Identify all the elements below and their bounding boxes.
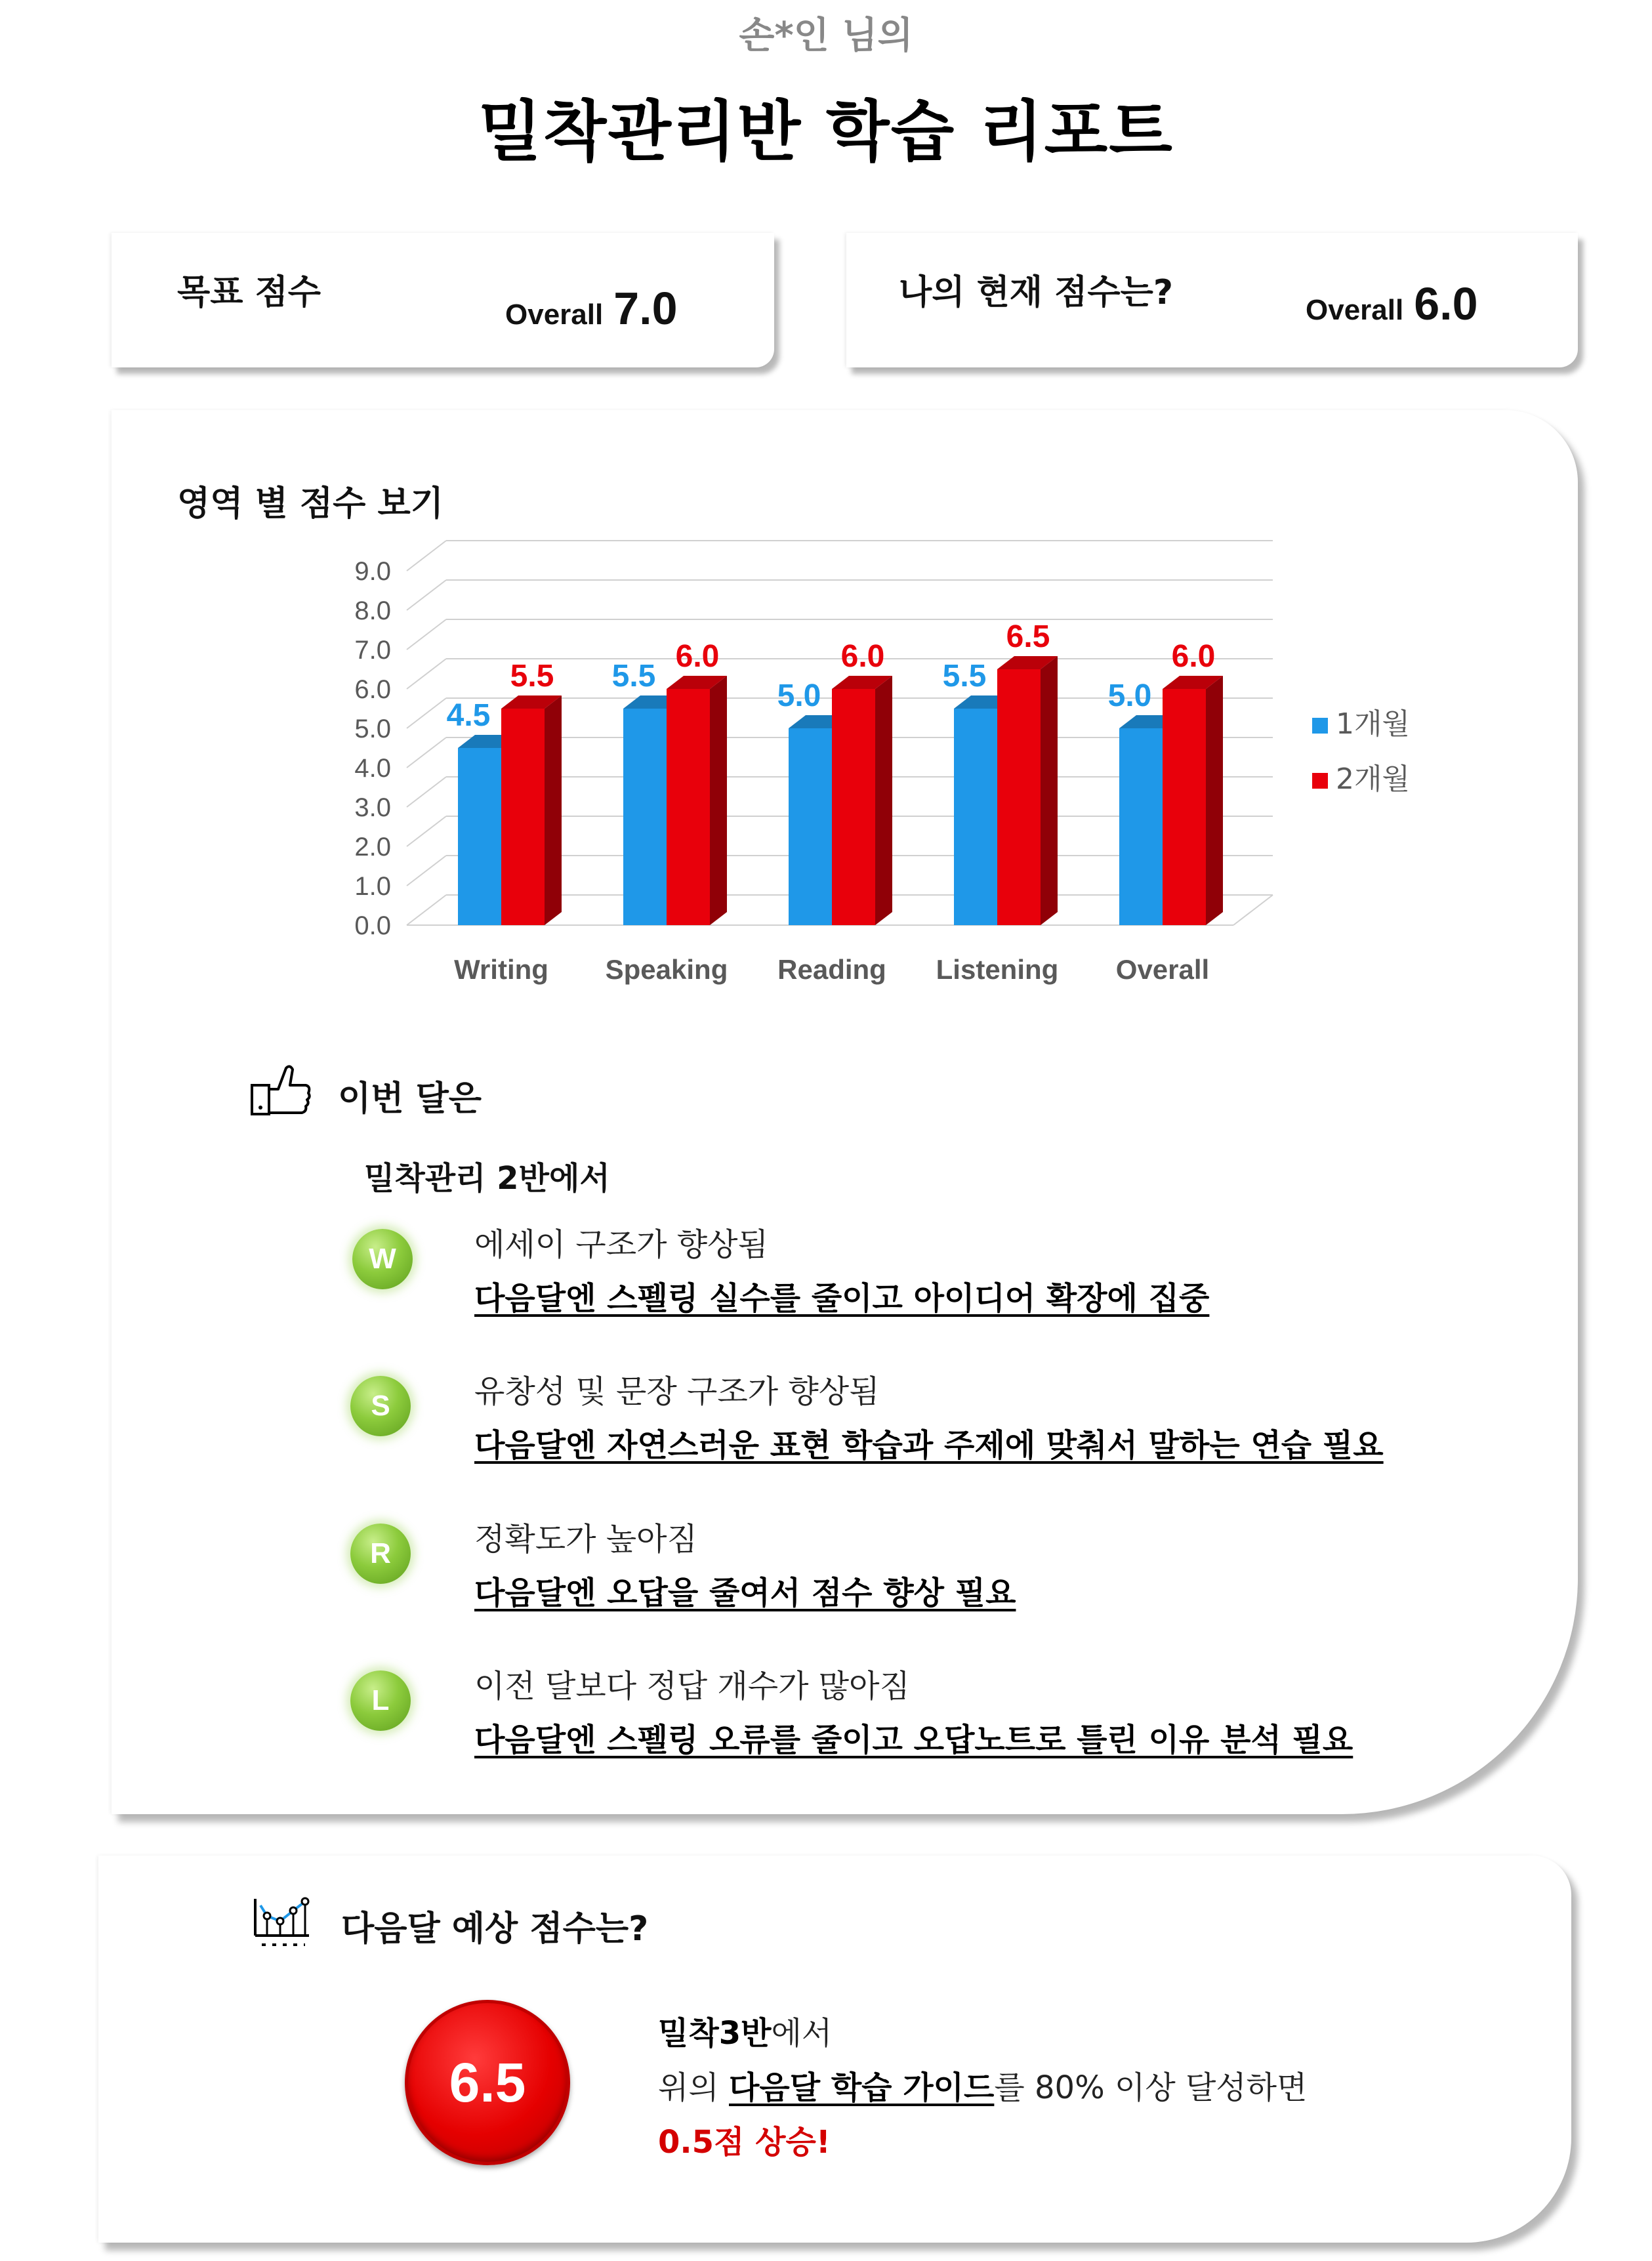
bar bbox=[458, 748, 501, 925]
report-title: 밀착관리반 학습 리포트 bbox=[478, 93, 1174, 170]
this-month-title: 이번 달은 bbox=[338, 1079, 482, 1119]
y-tick-label: 1.0 bbox=[354, 872, 391, 901]
prediction-line-2-pre: 위의 bbox=[658, 2069, 729, 2106]
bar bbox=[954, 709, 997, 925]
y-tick-label: 0.0 bbox=[354, 911, 391, 940]
current-score-prefix: Overall bbox=[1306, 294, 1404, 326]
gridline-depth bbox=[407, 856, 446, 886]
gridline-depth bbox=[407, 659, 446, 689]
y-tick-label: 4.0 bbox=[354, 754, 391, 783]
writing-status: 에세이 구조가 향상됨 bbox=[474, 1226, 768, 1263]
bar bbox=[501, 709, 545, 925]
current-score-card bbox=[846, 233, 1578, 367]
listening-status: 이전 달보다 정답 개수가 많아짐 bbox=[474, 1668, 910, 1705]
prediction-gain: 0.5점 상승! bbox=[658, 2124, 831, 2161]
speaking-status: 유창성 및 문장 구조가 향상됨 bbox=[474, 1373, 880, 1410]
next-class-name: 밀착3반 bbox=[658, 2015, 772, 2052]
bar bbox=[789, 728, 832, 925]
speaking-next-guide: 다음달엔 자연스러운 표현 학습과 주제에 맞춰서 말하는 연습 필요 bbox=[474, 1427, 1384, 1464]
bar bbox=[623, 709, 667, 925]
y-tick-label: 6.0 bbox=[354, 675, 391, 704]
x-category-label: Overall bbox=[1115, 954, 1210, 985]
y-tick-label: 5.0 bbox=[354, 715, 391, 743]
thumbs-up-icon bbox=[249, 1063, 312, 1121]
prediction-title: 다음달 예상 점수는? bbox=[341, 1909, 649, 1949]
data-label: 5.5 bbox=[611, 659, 656, 694]
floor-right-edge bbox=[1233, 895, 1273, 925]
reading-badge: R bbox=[350, 1524, 411, 1584]
listening-badge: L bbox=[350, 1670, 411, 1731]
bar bbox=[667, 689, 710, 925]
bar-side bbox=[1041, 656, 1058, 925]
listening-next-guide: 다음달엔 스펠링 오류를 줄이고 오답노트로 틀린 이유 분석 필요 bbox=[474, 1722, 1353, 1758]
data-label: 6.0 bbox=[675, 639, 720, 674]
class-line: 밀착관리 2반에서 bbox=[364, 1160, 610, 1197]
bar-side bbox=[545, 695, 562, 925]
bar-side bbox=[875, 676, 892, 925]
prediction-line-1 bbox=[658, 2008, 832, 2053]
growth-chart-icon bbox=[253, 1896, 312, 1951]
legend-swatch bbox=[1312, 718, 1328, 734]
data-label: 5.5 bbox=[510, 659, 554, 694]
x-category-label: Speaking bbox=[605, 954, 728, 985]
writing-badge: W bbox=[352, 1229, 413, 1289]
y-tick-label: 9.0 bbox=[354, 557, 391, 586]
bar bbox=[832, 689, 875, 925]
reading-status: 정확도가 높아짐 bbox=[474, 1521, 697, 1558]
target-score-number: 7.0 bbox=[613, 283, 678, 334]
bar bbox=[1119, 728, 1163, 925]
current-score-number: 6.0 bbox=[1414, 278, 1478, 329]
prediction-line-1-rest: 에서 bbox=[771, 2015, 833, 2052]
legend-label: 1개월 bbox=[1336, 707, 1411, 741]
data-label: 6.0 bbox=[1171, 639, 1216, 674]
speaking-badge: S bbox=[350, 1376, 411, 1436]
data-label: 5.5 bbox=[942, 659, 987, 694]
bar bbox=[997, 669, 1041, 925]
data-label: 6.5 bbox=[1006, 619, 1050, 654]
x-category-label: Reading bbox=[777, 954, 886, 985]
data-label: 5.0 bbox=[1107, 678, 1152, 713]
target-score-value bbox=[505, 282, 678, 335]
score-bar-chart bbox=[289, 525, 1456, 1010]
legend-swatch bbox=[1312, 773, 1328, 789]
current-score-label: 나의 현재 점수는? bbox=[899, 273, 1173, 312]
gridline-depth bbox=[407, 895, 446, 925]
gridline-depth bbox=[407, 777, 446, 807]
gridline-depth bbox=[407, 816, 446, 846]
y-tick-label: 3.0 bbox=[354, 793, 391, 822]
prediction-line-2-post: 를 80% 이상 달성하면 bbox=[994, 2069, 1308, 2106]
target-score-prefix: Overall bbox=[505, 299, 604, 331]
prediction-line-2 bbox=[658, 2062, 1307, 2107]
writing-next-guide: 다음달엔 스펠링 실수를 줄이고 아이디어 확장에 집중 bbox=[474, 1280, 1210, 1317]
current-score-value bbox=[1306, 278, 1478, 330]
x-category-label: Writing bbox=[454, 954, 548, 985]
data-label: 5.0 bbox=[777, 678, 821, 713]
gridline-depth bbox=[407, 737, 446, 768]
gridline-depth bbox=[407, 619, 446, 650]
bar bbox=[1163, 689, 1206, 925]
gridline-depth bbox=[407, 541, 446, 571]
bar-side bbox=[1206, 676, 1223, 925]
gridline-depth bbox=[407, 580, 446, 610]
gridline-depth bbox=[407, 698, 446, 728]
x-category-label: Listening bbox=[936, 954, 1059, 985]
report-subtitle: 손*인 님의 bbox=[739, 14, 913, 57]
target-score-label: 목표 점수 bbox=[177, 273, 321, 312]
data-label: 6.0 bbox=[840, 639, 885, 674]
y-tick-label: 7.0 bbox=[354, 636, 391, 665]
reading-next-guide: 다음달엔 오답을 줄여서 점수 향상 필요 bbox=[474, 1575, 1016, 1611]
predicted-score-badge: 6.5 bbox=[405, 2000, 570, 2165]
chart-section-title: 영역 별 점수 보기 bbox=[177, 484, 444, 524]
bar-side bbox=[710, 676, 727, 925]
legend-label: 2개월 bbox=[1336, 762, 1411, 796]
y-tick-label: 2.0 bbox=[354, 833, 391, 861]
y-tick-label: 8.0 bbox=[354, 596, 391, 625]
target-score-card bbox=[112, 233, 774, 367]
prediction-panel bbox=[98, 1856, 1571, 2243]
next-month-guide-link: 다음달 학습 가이드 bbox=[729, 2069, 995, 2106]
data-label: 4.5 bbox=[446, 698, 491, 733]
